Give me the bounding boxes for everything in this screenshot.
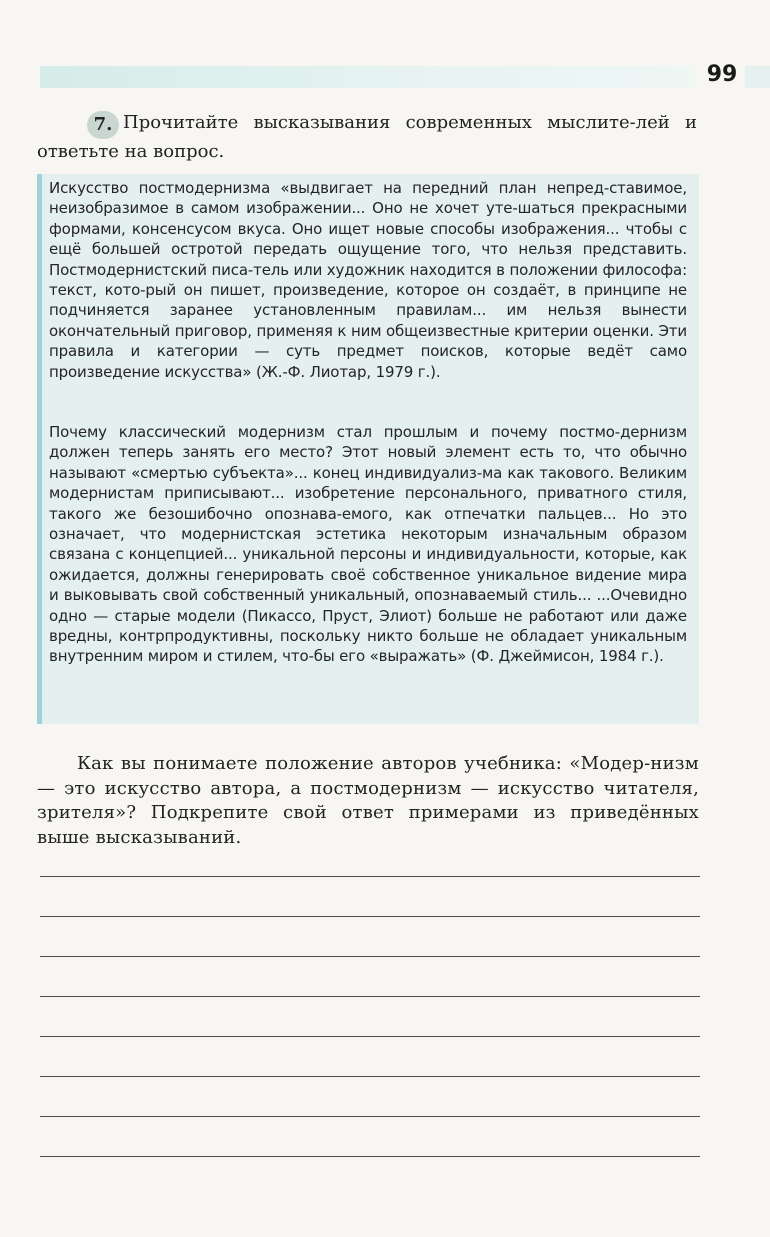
page-number: 99 — [706, 62, 738, 87]
task-heading — [37, 110, 697, 164]
answer-line[interactable] — [40, 1076, 700, 1077]
quote-jameson: Почему классический модернизм стал прошлым и почему постмо-дернизм должен теперь занять его место? Этот новый элемент есть то, что обычно называют «смертью субъекта»... конец индивидуализ-ма как такового. Великим модернистам приписывают... изобретение персонального, приватного стиля, такого же безошибочно опознава-емого, как отпечатки пальцев... Но это означает, что модернистская эстетика некоторым изначальным образом связана с концепцией... уникальной персоны и индивидуальности, которые, как ожидается, должны генерировать своё собственное уникальное видение мира и выковывать свой собственный уникальный, опознаваемый стиль... ...Очевидно одно — старые модели (Пикассо, Пруст, Элиот) больше не работают или даже вредны, контрпродуктивны, поскольку никто больше не обладает уникальным внутренним миром и стилем, что-бы его «выражать» (Ф. Джеймисон, 1984 г.). — [49, 423, 687, 666]
answer-line[interactable] — [40, 956, 700, 957]
question-text: Как вы понимаете положение авторов учебника: «Модер-низм — это искусство автора, а постмодернизм — искусство читателя, зрителя»? Подкрепите свой ответ примерами из приведённых выше высказываний. — [37, 753, 699, 848]
question — [37, 752, 699, 850]
answer-line[interactable] — [40, 1156, 700, 1157]
answer-line[interactable] — [40, 1036, 700, 1037]
task-text: Прочитайте высказывания современных мыслите-лей и ответьте на вопрос. — [37, 112, 697, 162]
answer-line[interactable] — [40, 1116, 700, 1117]
answer-line[interactable] — [40, 996, 700, 997]
header-band — [40, 66, 695, 88]
task-number-badge: 7. — [87, 111, 119, 139]
quote-lyotard: Искусство постмодернизма «выдвигает на передний план непред-ставимое, неизобразимое в самом изображении... Оно не хочет уте-шаться прекрасными формами, консенсусом вкуса. Оно ищет новые способы изображения... чтобы с ещё большей остротой передать ощущение того, что нельзя представить. Постмодернистский писа-тель или художник находится в положении философа: текст, кото-рый он пишет, произведение, которое он создаёт, в принципе не подчиняется заранее установленным правилам... им нельзя вынести окончательный приговор, применяя к ним общеизвестные критерии оценки. Эти правила и категории — суть предмет поисков, которые ведёт само произведение искусства» (Ж.-Ф. Лиотар, 1979 г.). — [49, 179, 687, 381]
header-band-right — [745, 66, 770, 88]
answer-line[interactable] — [40, 916, 700, 917]
answer-line[interactable] — [40, 876, 700, 877]
